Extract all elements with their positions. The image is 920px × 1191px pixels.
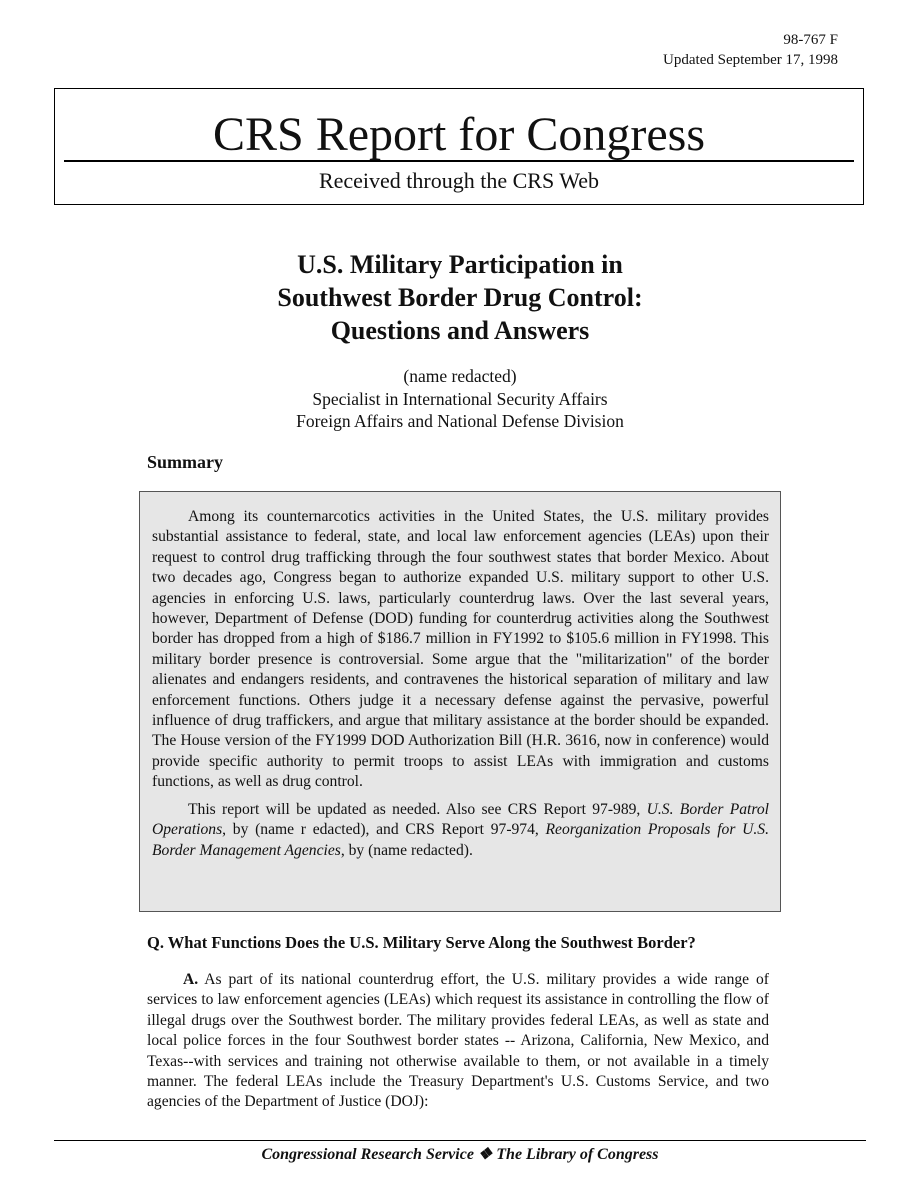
summary-box xyxy=(139,491,781,912)
header-title: CRS Report for Congress xyxy=(213,108,705,161)
answer-text: As part of its national counterdrug effort, the U.S. military provides a wide range of services to law enforcement agencies (LEAs) which request its assistance in controlling the flow of illegal drugs over the Southwest border. The military provides federal LEAs, as well as state and local police forces in the four Southwest border states -- Arizona, California, New Mexico, and Texas--with services and training not otherwise available to them, or not available in a timely manner. The federal LEAs include the Treasury Department's U.S. Customs Service, and two agencies of the Department of Justice (DOJ): xyxy=(147,971,769,1111)
header-divider xyxy=(64,160,854,162)
question-heading: Q. What Functions Does the U.S. Military Serve Along the Southwest Border? xyxy=(147,933,696,952)
author-position: Specialist in International Security Affairs xyxy=(312,388,608,409)
document-title-line-2: Southwest Border Drug Control: xyxy=(277,283,643,312)
summary-heading: Summary xyxy=(147,452,223,472)
summary-p2-text-1: This report will be updated as needed. Also see CRS Report 97-989, xyxy=(188,800,647,818)
answer-label: A. xyxy=(183,971,199,988)
author-name: (name redacted) xyxy=(403,366,517,386)
header-subtitle: Received through the CRS Web xyxy=(318,168,600,193)
summary-paragraph-1: Among its counternarcotics activities in the United States, the U.S. military provides substantial assistance to federal, state, and local law enforcement agencies (LEAs) upon their request to control drug trafficking through the four southwest states that border Mexico. About two decades ago, Congress began to authorize expanded U.S. military support to other U.S. agencies in enforcing U.S. laws, particularly counterdrug laws. Over the last several years, however, Department of Defense (DOD) funding for counterdrug activities along the Southwest border has dropped from a high of $186.7 million in FY1992 to $105.6 million in FY1998. This military border presence is controversial. Some argue that the "militarization" of the border alienates and endangers residents, and contravenes the historical separation of military and law enforcement functions. Others judge it a necessary defense against the pervasive, powerful influence of drug traffickers, and argue that military assistance at the border should be expanded. The House version of the FY1999 DOD Authorization Bill (H.R. 3616, now in conference) would provide specific authority to permit troops to assist LEAs with immigration and customs functions, as well as drug control. xyxy=(152,508,769,791)
summary-p2-text-2: , by (name r edacted), and CRS Report 97-974, xyxy=(222,821,546,839)
answer-paragraph xyxy=(147,970,769,1113)
footer-text: Congressional Research Service ❖ The Library of Congress xyxy=(261,1146,659,1163)
document-title-line-3: Questions and Answers xyxy=(330,316,590,345)
summary-paragraph-2 xyxy=(152,800,769,861)
document-title-line-1: U.S. Military Participation in xyxy=(297,250,623,279)
author-division: Foreign Affairs and National Defense Division xyxy=(296,411,624,431)
footer-divider xyxy=(54,1140,866,1141)
report-updated-date: Updated September 17, 1998 xyxy=(663,52,838,68)
summary-p2-text-3: , by (name redacted). xyxy=(340,841,473,859)
report-identifier xyxy=(663,30,838,70)
report-header-box xyxy=(54,88,864,205)
report-number: 98-767 F xyxy=(783,32,838,48)
summary-p2-report-ref-1: U.S. Border Patrol Operations xyxy=(152,800,769,839)
summary-p2-report-ref-2: Reorganization Proposals for U.S. Border Management Agencies xyxy=(152,821,769,859)
author-block xyxy=(0,365,920,433)
document-title xyxy=(0,248,920,347)
